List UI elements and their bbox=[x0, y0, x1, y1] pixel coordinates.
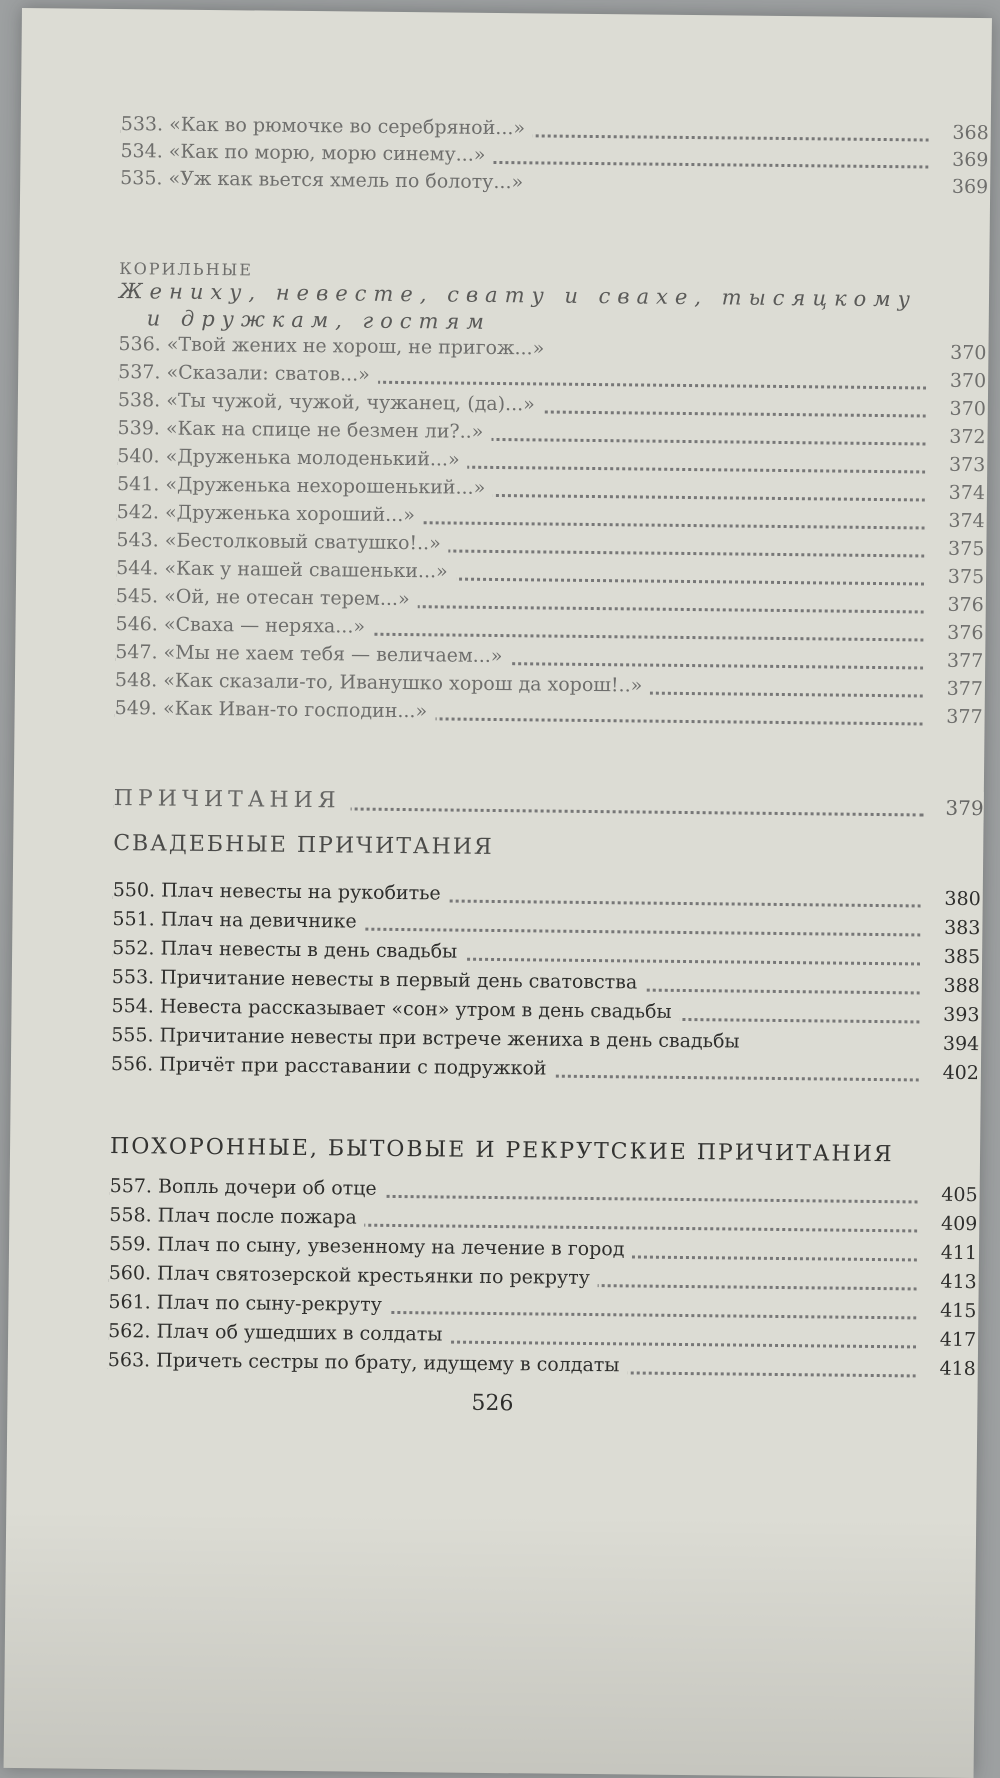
entry-title: «Как по морю, морю синему...» bbox=[168, 140, 486, 166]
entry-page: 372 bbox=[925, 421, 985, 452]
entry-title: «Сказали: сватов...» bbox=[166, 361, 370, 386]
entry-number: 555. bbox=[111, 1023, 154, 1047]
entry-number: 535. bbox=[120, 167, 163, 190]
entry-number: 547. bbox=[115, 641, 158, 664]
entry-page: 393 bbox=[919, 999, 979, 1030]
entry-number: 550. bbox=[112, 878, 156, 902]
entry-page: 368 bbox=[929, 118, 989, 149]
entry-title: «Ой, не отесан терем...» bbox=[164, 585, 410, 611]
entry-page: 370 bbox=[926, 393, 986, 424]
entry-number: 562. bbox=[108, 1319, 151, 1343]
entry-number: 552. bbox=[112, 936, 155, 960]
entry-title: Вопль дочери об отце bbox=[157, 1175, 377, 1200]
entry-page: 376 bbox=[923, 617, 983, 648]
entry-number: 563. bbox=[107, 1348, 151, 1372]
entry-number: 540. bbox=[117, 445, 160, 468]
part-title-text: ПРИЧИТАНИЯ bbox=[114, 786, 351, 813]
entry-number: 545. bbox=[115, 585, 159, 608]
entry-number: 542. bbox=[116, 501, 160, 524]
entry-number: 561. bbox=[108, 1290, 151, 1314]
entry-page: 370 bbox=[926, 337, 986, 368]
section-heading: СВАДЕБНЫЕ ПРИЧИТАНИЯ bbox=[113, 831, 494, 860]
entry-title: Причитание невесты в первый день сватовства bbox=[160, 966, 638, 994]
entry-page: 374 bbox=[925, 477, 985, 508]
entry-page: 380 bbox=[921, 883, 981, 914]
entry-title: «Твой жених не хорош, не пригож...» bbox=[166, 333, 545, 360]
entry-page: 373 bbox=[925, 449, 985, 480]
entry-page: 405 bbox=[917, 1179, 977, 1210]
entry-title: «Друженька хороший...» bbox=[164, 501, 416, 527]
entry-page: 394 bbox=[919, 1028, 979, 1059]
entry-title: «Бестолковый сватушко!..» bbox=[164, 529, 441, 555]
entry-number: 551. bbox=[112, 907, 155, 931]
entry-page: 375 bbox=[924, 561, 984, 592]
entry-page: 377 bbox=[923, 673, 983, 704]
entry-title: Плач по сыну-рекруту bbox=[156, 1291, 382, 1316]
entry-title: «Ты чужой, чужой, чужанец, (да)...» bbox=[166, 389, 535, 416]
entry-page: 370 bbox=[926, 365, 986, 396]
entry-number: 553. bbox=[111, 965, 155, 989]
entry-title: «Друженька молоденький...» bbox=[165, 445, 460, 471]
subhead-line: Жениху, невесте, свату и свахе, тысяцкому bbox=[118, 279, 917, 312]
entry-page: 411 bbox=[917, 1237, 977, 1268]
entry-title: Плач святозерской крестьянки по рекруту bbox=[156, 1262, 590, 1290]
entry-number: 538. bbox=[117, 389, 161, 412]
entry-title: Плач по сыну, увезенному на лечение в город bbox=[157, 1233, 625, 1261]
entry-page: 383 bbox=[920, 912, 980, 943]
entry-title: Причеть сестры по брату, идущему в солдаты bbox=[156, 1349, 620, 1377]
entry-title: Плач невесты в день свадьбы bbox=[160, 937, 458, 963]
entry-number: 534. bbox=[120, 140, 163, 163]
entry-title: «Мы не хаем тебя — величаем...» bbox=[163, 641, 503, 668]
entry-title: «Друженька нехорошенький...» bbox=[165, 473, 486, 499]
entry-number: 537. bbox=[118, 361, 161, 384]
entry-number: 548. bbox=[114, 669, 158, 692]
entry-title: «Как Иван-то господин...» bbox=[162, 697, 428, 723]
entry-number: 546. bbox=[115, 613, 158, 636]
entry-number: 554. bbox=[111, 994, 154, 1018]
entry-page: 415 bbox=[916, 1295, 976, 1326]
entry-page: 402 bbox=[919, 1057, 979, 1088]
entry-page: 374 bbox=[925, 505, 985, 536]
entry-page: 418 bbox=[916, 1353, 976, 1384]
book-page bbox=[4, 8, 992, 1778]
entry-page: 385 bbox=[920, 941, 980, 972]
subhead-line: и дружкам, гостям bbox=[146, 306, 491, 334]
entry-number: 539. bbox=[117, 417, 161, 440]
entry-number: 549. bbox=[114, 697, 158, 720]
entry-title: «Как у нашей свашеньки...» bbox=[164, 557, 448, 583]
entry-number: 541. bbox=[116, 473, 160, 496]
entry-title: Плач после пожара bbox=[157, 1204, 357, 1229]
entry-page: 376 bbox=[924, 589, 984, 620]
entry-title: «Сваха — неряха...» bbox=[163, 613, 366, 638]
entry-page: 409 bbox=[917, 1208, 977, 1239]
entry-page: 375 bbox=[924, 533, 984, 564]
entry-number: 558. bbox=[109, 1203, 152, 1227]
entry-title: Плач на девичнике bbox=[160, 908, 357, 933]
entry-number: 560. bbox=[108, 1261, 152, 1285]
entry-title: Невеста рассказывает «сон» утром в день свадьбы bbox=[159, 995, 672, 1023]
entry-page: 417 bbox=[916, 1324, 976, 1355]
part-title bbox=[114, 783, 984, 824]
entry-title: «Как на спице не безмен ли?..» bbox=[165, 417, 484, 443]
entry-title: Причитание невесты при встрече жениха в день свадьбы bbox=[159, 1024, 740, 1053]
entry-number: 559. bbox=[108, 1232, 152, 1256]
entry-page: 377 bbox=[922, 701, 982, 732]
entry-title: «Как во рюмочке во серебряной...» bbox=[169, 113, 526, 140]
entry-page: 388 bbox=[920, 970, 980, 1001]
section-heading: ПОХОРОННЫЕ, БЫТОВЫЕ И РЕКРУТСКИЕ ПРИЧИТАНИЯ bbox=[109, 1133, 894, 1168]
entry-title: «Как сказали-то, Иванушко хорош да хорош!..» bbox=[163, 669, 643, 697]
entry-number: 544. bbox=[116, 557, 159, 580]
entry-title: «Уж как вьется хмель по болоту...» bbox=[168, 167, 524, 194]
entry-page: 377 bbox=[923, 645, 983, 676]
entry-number: 543. bbox=[116, 529, 159, 552]
entry-title: Плач невесты на рукобитье bbox=[161, 879, 441, 905]
entry-page: 413 bbox=[917, 1266, 977, 1297]
part-title-page: 379 bbox=[924, 791, 984, 824]
section-label: КОРИЛЬНЫЕ bbox=[119, 259, 254, 280]
entry-page: 369 bbox=[928, 145, 988, 176]
entry-number: 533. bbox=[120, 113, 164, 136]
entry-title: Причёт при расставании с подружкой bbox=[159, 1053, 547, 1080]
entry-number: 557. bbox=[109, 1174, 153, 1198]
entry-title: Плач об ушедших в солдаты bbox=[156, 1320, 443, 1346]
entry-page: 369 bbox=[928, 171, 988, 202]
entry-number: 556. bbox=[110, 1052, 154, 1076]
page-number: 526 bbox=[471, 1390, 514, 1417]
entry-number: 536. bbox=[118, 333, 161, 356]
